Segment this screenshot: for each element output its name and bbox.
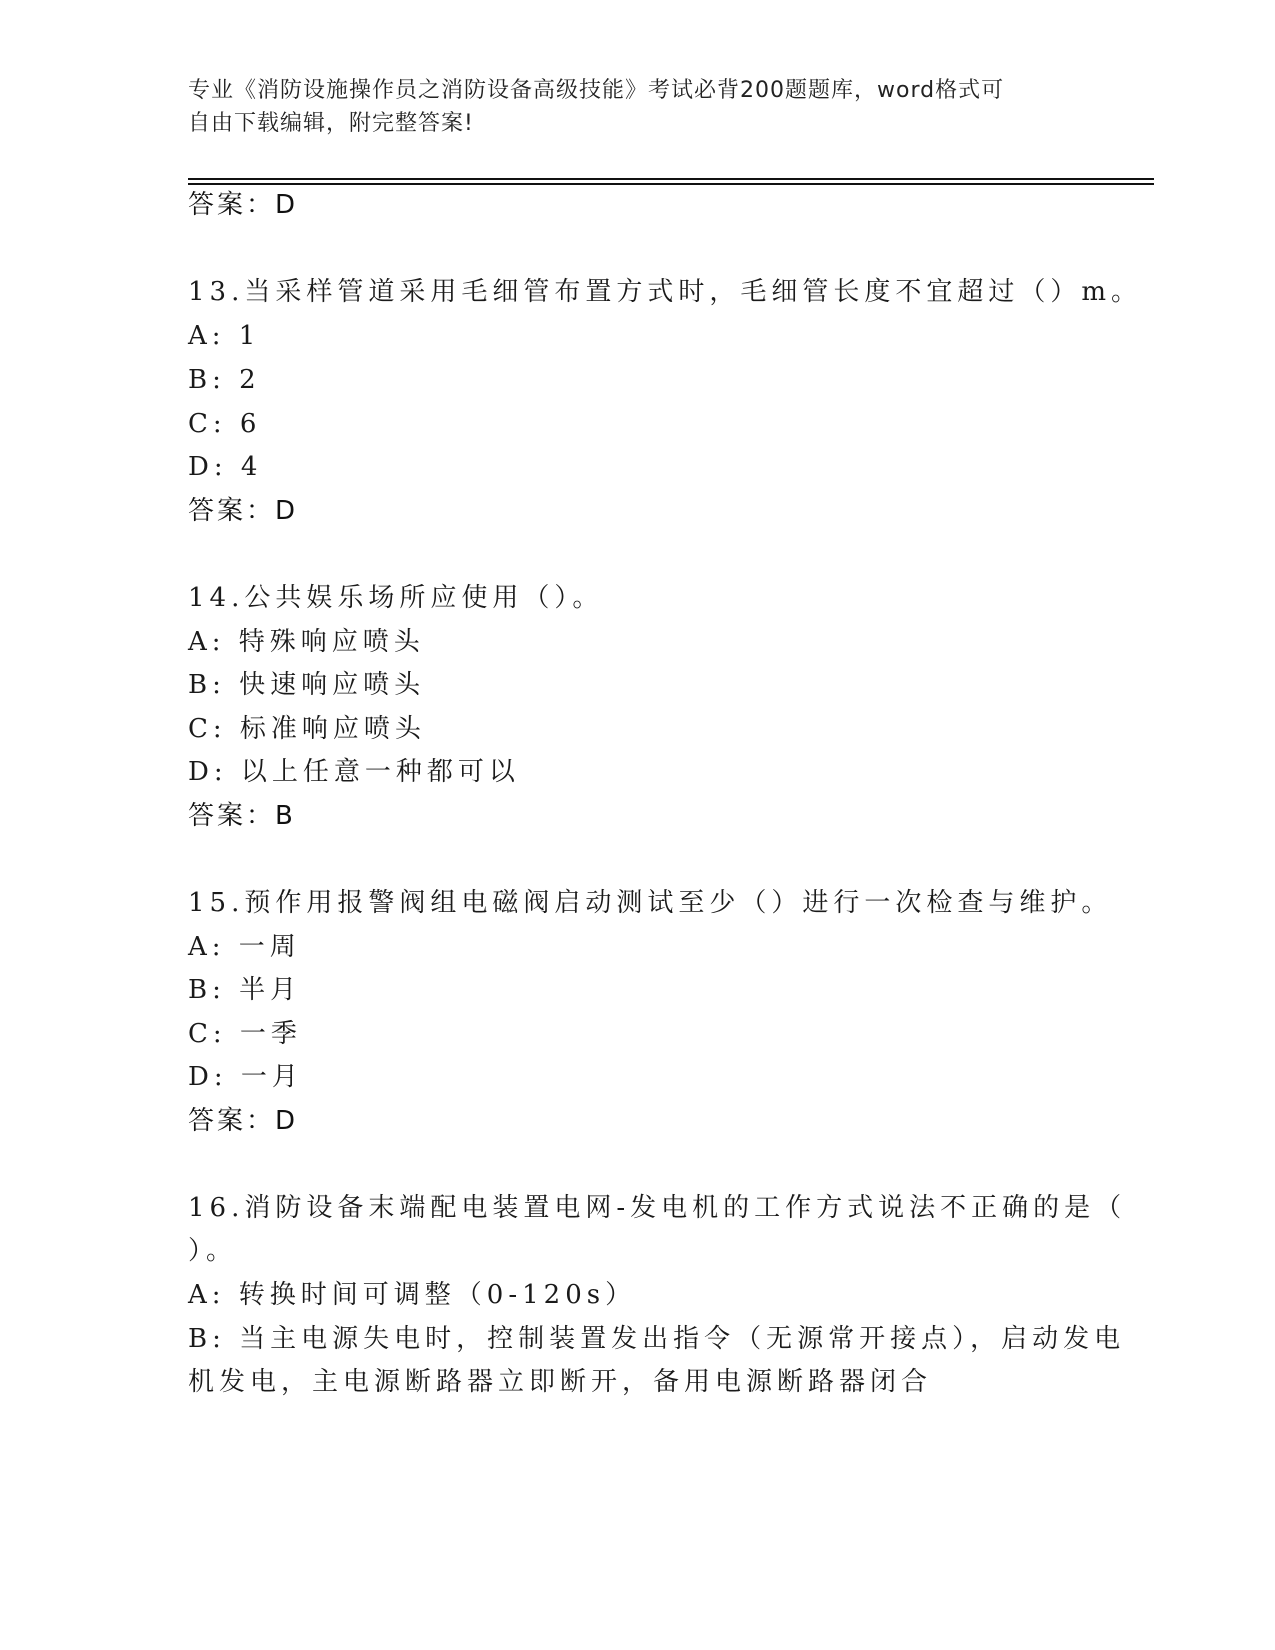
- question-13-option-d: D: 4: [188, 452, 263, 482]
- question-15-option-b: B: 半月: [188, 975, 302, 1005]
- header-line-1: 专业《消防设施操作员之消防设备高级技能》考试必背200题题库，word格式可: [188, 78, 1005, 103]
- question-16-option-a: A: 转换时间可调整（0-120s）: [188, 1280, 637, 1310]
- question-13-answer: 答案：D: [188, 496, 299, 526]
- question-15-option-c: C: 一季: [188, 1019, 302, 1049]
- question-16-option-b-continued: 机发电，主电源断路器立即断开，备用电源断路器闭合: [188, 1367, 933, 1397]
- header-divider-top: [188, 178, 1154, 180]
- question-14-option-d: D: 以上任意一种都可以: [188, 757, 520, 787]
- question-16-stem: 16.消防设备末端配电装置电网-发电机的工作方式说法不正确的是（: [188, 1193, 1127, 1223]
- question-15-stem: 15.预作用报警阀组电磁阀启动测试至少（）进行一次检查与维护。: [188, 888, 1113, 918]
- document-header: [188, 74, 1088, 140]
- question-14-option-a: A: 特殊响应喷头: [188, 627, 425, 657]
- question-13-option-a: A: 1: [188, 321, 261, 351]
- question-16-option-b: B: 当主电源失电时，控制装置发出指令（无源常开接点），启动发电: [188, 1324, 1126, 1354]
- header-line-2: 自由下载编辑，附完整答案!: [188, 111, 474, 136]
- question-14-option-b: B: 快速响应喷头: [188, 670, 426, 700]
- question-13-option-c: C: 6: [188, 409, 262, 439]
- question-13-stem: 13.当采样管道采用毛细管布置方式时，毛细管长度不宜超过（）m。: [188, 277, 1143, 307]
- question-15-option-a: A: 一周: [188, 932, 301, 962]
- question-15-option-d: D: 一月: [188, 1062, 303, 1092]
- question-14-answer: 答案：B: [188, 801, 296, 831]
- question-16-stem-continued: ）。: [188, 1236, 238, 1266]
- question-14-stem: 14.公共娱乐场所应使用（）。: [188, 583, 604, 613]
- previous-answer: 答案：D: [188, 190, 299, 220]
- question-13-option-b: B: 2: [188, 365, 261, 395]
- question-14-option-c: C: 标准响应喷头: [188, 714, 426, 744]
- header-divider-bottom: [188, 183, 1154, 185]
- question-15-answer: 答案：D: [188, 1106, 299, 1136]
